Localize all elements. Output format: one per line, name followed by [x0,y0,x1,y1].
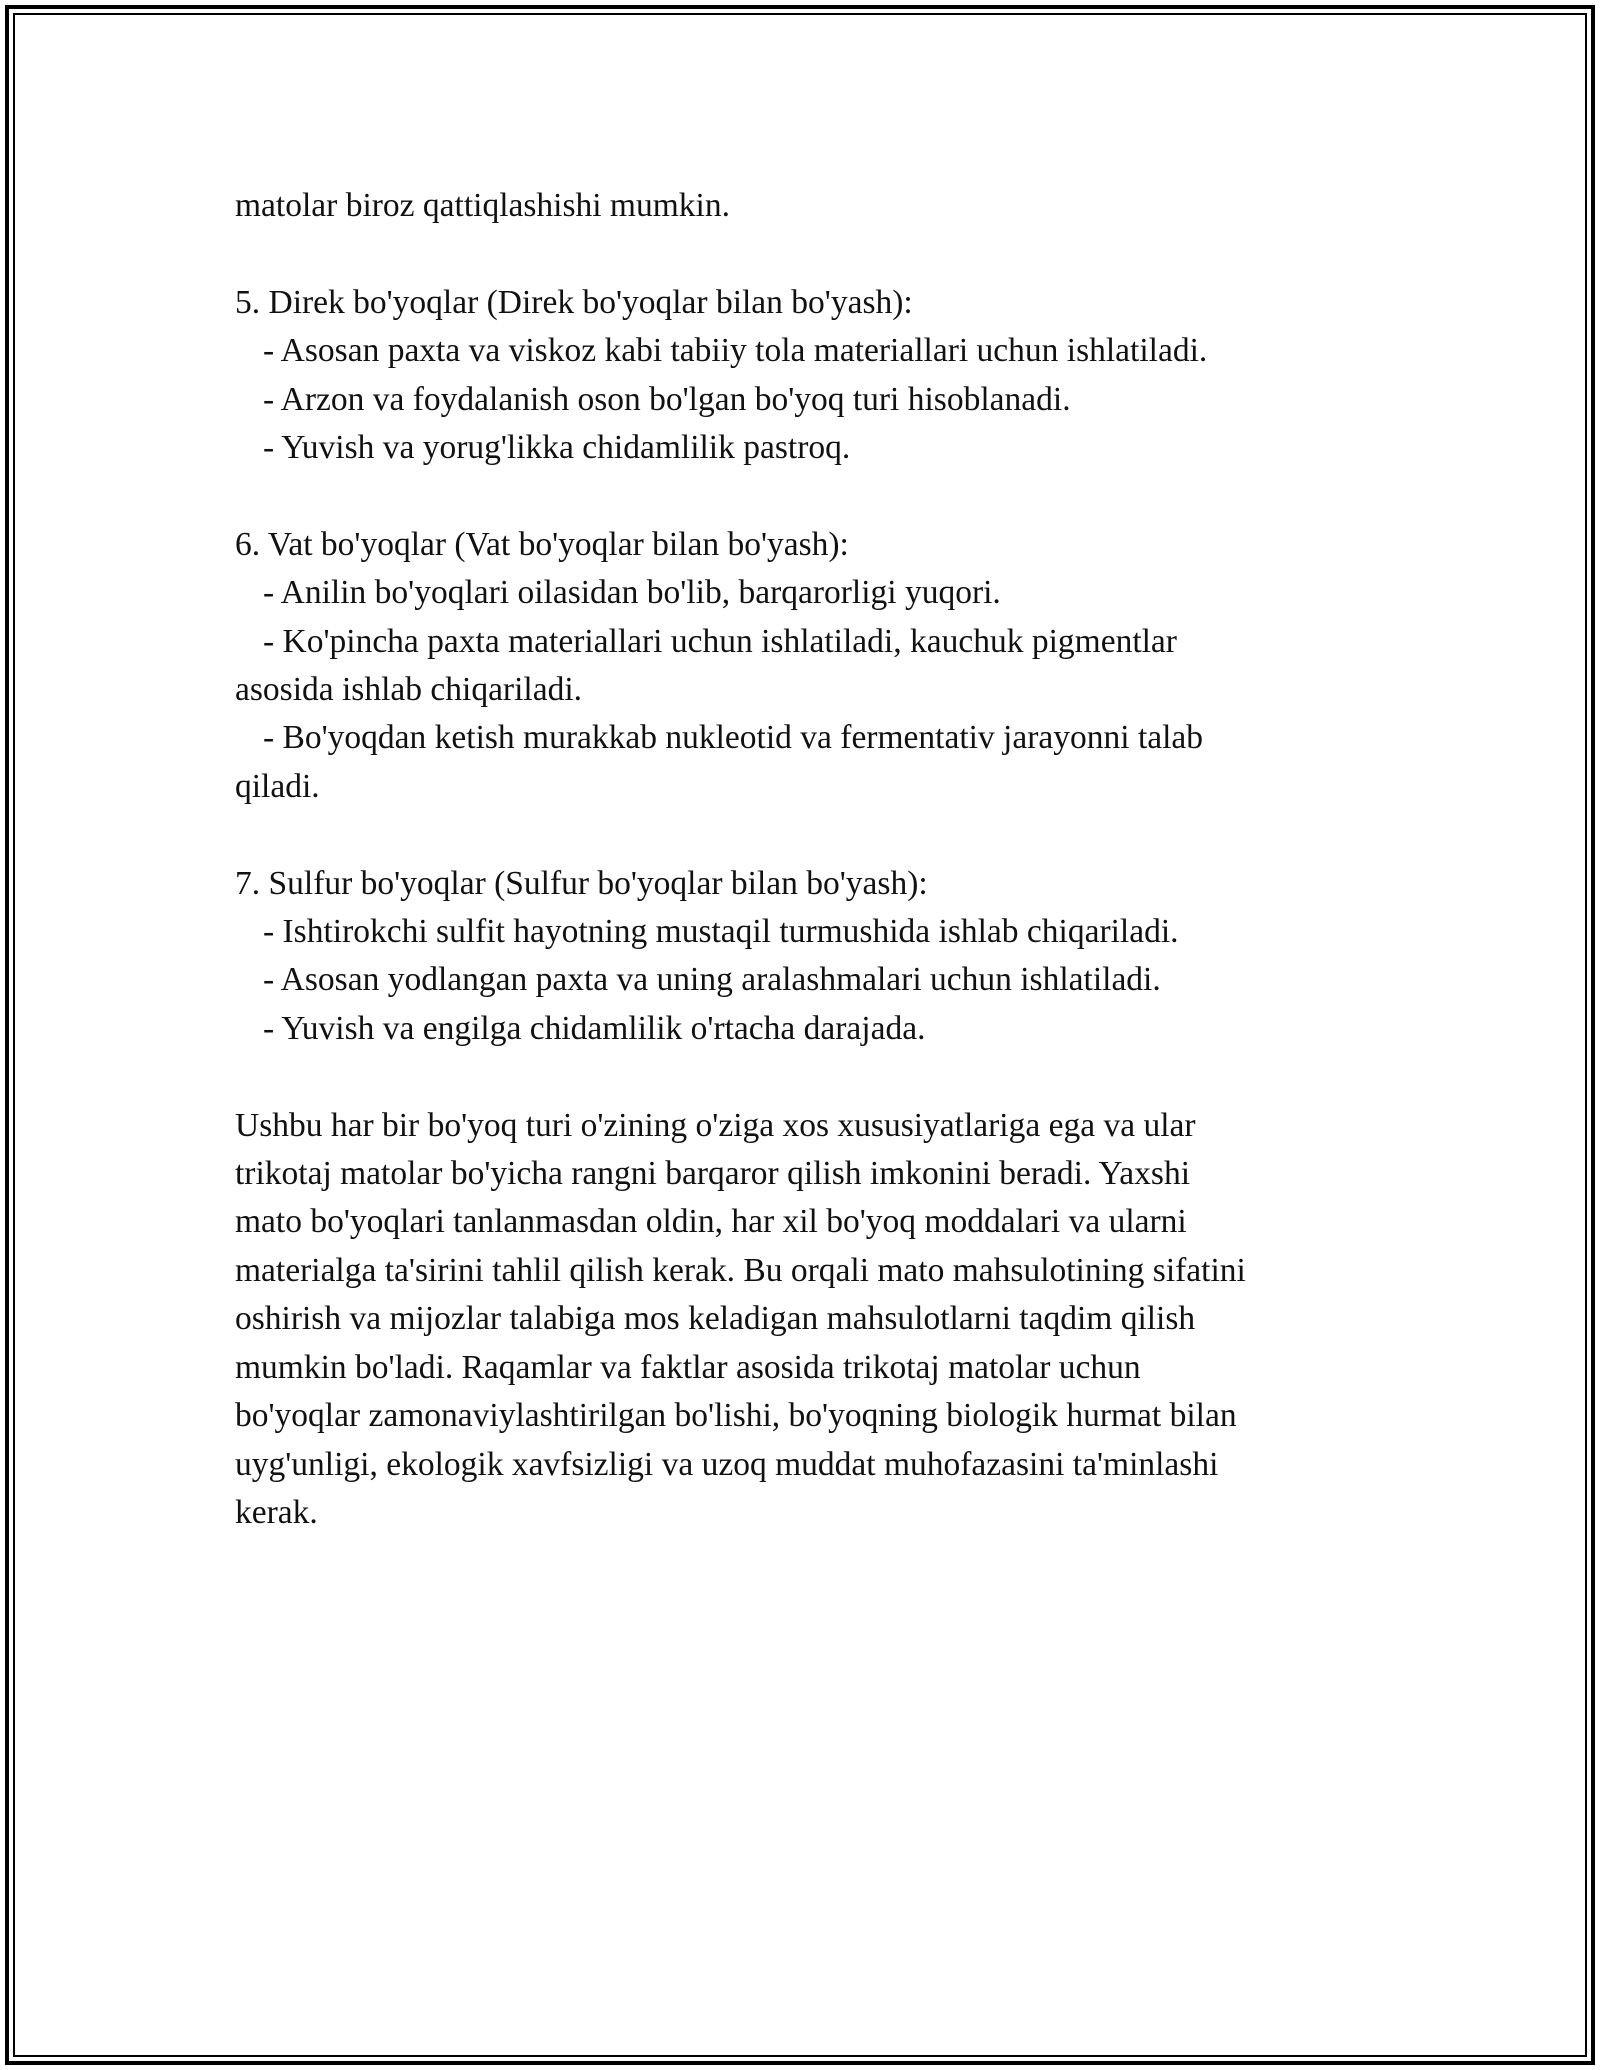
bullet-item: - Ko'pincha paxta materiallari uchun ishlatiladi, kauchuk pigmentlar [263,622,1177,660]
continuation-paragraph [235,182,1355,230]
bullet-item: - Arzon va foydalanish oson bo'lgan bo'yoq turi hisoblanadi. [263,380,1071,418]
bullet-item: - Asosan yodlangan paxta va uning aralashmalari uchun ishlatiladi. [263,961,1161,999]
conclusion-line: mumkin bo'ladi. Raqamlar va faktlar asosida trikotaj matolar uchun [235,1348,1141,1386]
bullet-item: - Asosan paxta va viskoz kabi tabiiy tola materiallari uchun ishlatiladi. [263,332,1208,370]
conclusion-line: Ushbu har bir bo'yoq turi o'zining o'ziga xos xususiyatlariga ega va ular [235,1106,1196,1144]
conclusion-line: trikotaj matolar bo'yicha rangni barqaror qilish imkonini beradi. Yaxshi [235,1155,1191,1193]
section-heading: 7. Sulfur bo'yoqlar (Sulfur bo'yoqlar bilan bo'yash): [235,864,928,902]
section-direct-dyes [235,279,1355,473]
bullet-continuation: asosida ishlab chiqariladi. [235,671,583,709]
conclusion-line: uyg'unligi, ekologik xavfsizligi va uzoq muddat muhofazasini ta'minlashi [235,1445,1219,1483]
conclusion-line: kerak. [235,1493,318,1531]
bullet-item: - Ishtirokchi sulfit hayotning mustaqil turmushida ishlab chiqariladi. [263,913,1179,951]
conclusion-line: mato bo'yoqlari tanlanmasdan oldin, har xil bo'yoq moddalari va ularni [235,1203,1187,1241]
conclusion-line: bo'yoqlar zamonaviylashtirilgan bo'lishi, bo'yoqning biologik hurmat bilan [235,1397,1237,1435]
section-vat-dyes [235,521,1355,811]
conclusion-paragraph [235,1102,1355,1538]
bullet-item: - Yuvish va engilga chidamlilik o'rtacha darajada. [263,1009,926,1047]
conclusion-line: oshirish va mijozlar talabiga mos keladigan mahsulotlarni taqdim qilish [235,1300,1196,1338]
section-heading: 5. Direk bo'yoqlar (Direk bo'yoqlar bilan bo'yash): [235,283,913,321]
bullet-continuation: qiladi. [235,767,320,805]
continuation-text: matolar biroz qattiqlashishi mumkin. [235,187,730,224]
bullet-item: - Bo'yoqdan ketish murakkab nukleotid va fermentativ jarayonni talab [263,719,1204,757]
section-sulfur-dyes [235,860,1355,1054]
bullet-item: - Yuvish va yorug'likka chidamlilik pastroq. [263,429,851,467]
section-heading: 6. Vat bo'yoqlar (Vat bo'yoqlar bilan bo'yash): [235,525,849,563]
bullet-item: - Anilin bo'yoqlari oilasidan bo'lib, barqarorligi yuqori. [263,574,1001,612]
document-body [235,182,1355,1586]
conclusion-line: materialga ta'sirini tahlil qilish kerak. Bu orqali mato mahsulotining sifatini [235,1251,1246,1289]
